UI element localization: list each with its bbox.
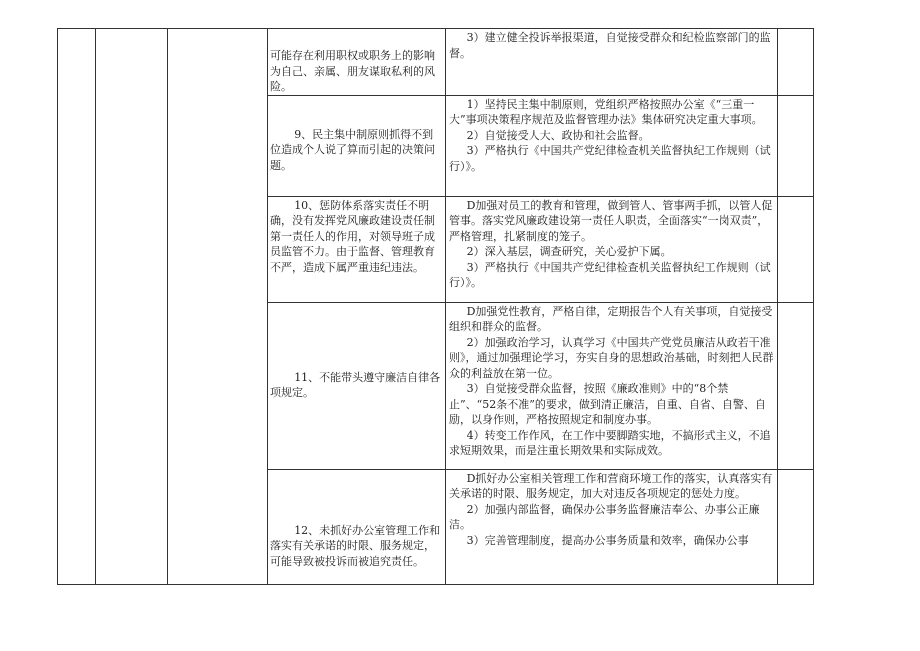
- risk-point-text: 可能存在利用职权或职务上的影响为自己、亲属、朋友谋取私利的风险。: [270, 49, 435, 93]
- measure-item: D加强党性教育，严格自律，定期报告个人有关事项，自觉接受组织和群众的监督。: [449, 304, 773, 333]
- risk-point-cell: [268, 95, 446, 196]
- measure-item: D加强对员工的教育和管理，做到管人、管事两手抓，以管人促管事。落实党风廉政建设第一责任人职责，全面落实“一岗双责”，严格管理，扎紧制度的笼子。: [449, 198, 773, 243]
- measures-cell: [446, 95, 778, 196]
- risk-point-cell: [268, 196, 446, 302]
- table-row: [58, 29, 814, 96]
- blank-cell-1: [58, 29, 96, 585]
- measure-item: 2）加强政治学习，认真学习《中国共产党党员廉洁从政若干准则》，通过加强理论学习，夯实自身的思想政治基础，时刻把人民群众的利益放在第一位。: [449, 335, 774, 380]
- measure-item: 1）坚持民主集中制原则，党组织严格按照办公室《“三重一大”事项决策程序规范及监督管理办法》集体研究决定重大事项。: [449, 97, 763, 126]
- measure-item: 3）自觉接受群众监督，按照《廉政准则》中的“8个禁止”、“52条不准”的要求，做到清正廉洁，自重、自省、自警、自励，以身作则，严格按照规定和制度办事。: [449, 382, 766, 426]
- remark-cell: [778, 302, 814, 469]
- risk-point-text: 9、民主集中制原则抓得不到位造成个人说了算而引起的决策问题。: [270, 127, 435, 172]
- risk-point-text: 10、惩防体系落实责任不明确，没有发挥党风廉政建设责任制第一责任人的作用，对领导班子成员监管不力。由于监督、管理教育不严，造成下属严重违纪违法。: [270, 198, 435, 274]
- risk-control-table: [57, 28, 814, 585]
- remark-cell: [778, 196, 814, 302]
- remark-cell: [778, 95, 814, 196]
- measures-cell: [446, 302, 778, 469]
- measure-item: 3）严格执行《中国共产党纪律检查机关监督执纪工作规则（试行）》。: [449, 260, 771, 289]
- blank-cell-2: [96, 29, 168, 585]
- measure-item: 2）深入基层，调查研究，关心爱护下属。: [466, 245, 672, 258]
- measure-item: 4）转变工作作风，在工作中要脚踏实地，不搞形式主义，不追求短期效果，而是注重长期效果和实际成效。: [449, 428, 771, 457]
- risk-point-text: 11、不能带头遵守廉洁自律各项规定。: [270, 370, 441, 399]
- measure-item: 3）严格执行《中国共产党纪律检查机关监督执纪工作规则（试行）》。: [449, 144, 771, 173]
- risk-point-cell: [268, 469, 446, 584]
- risk-point-text: 12、未抓好办公室管理工作和落实有关承诺的时限、服务规定，可能导致被投诉而被追究责任。: [270, 523, 441, 568]
- measures-cell: [446, 29, 778, 96]
- measure-item: 3）建立健全投诉举报渠道，自觉接受群众和纪检监察部门的监督。: [449, 31, 771, 60]
- measures-cell: [446, 469, 778, 584]
- measures-cell: [446, 196, 778, 302]
- blank-cell-3: [168, 29, 268, 585]
- remark-cell: [778, 469, 814, 584]
- risk-point-cell: [268, 302, 446, 469]
- measure-item: 2）自觉接受人大、政协和社会监督。: [466, 128, 650, 142]
- measure-item: 2）加强内部监督，确保办公事务监督廉洁奉公、办事公正廉洁。: [449, 502, 760, 531]
- measure-item: D抓好办公室相关管理工作和营商环境工作的落实，认真落实有关承诺的时限、服务规定，加大对违反各项规定的惩处力度。: [449, 471, 773, 500]
- risk-point-cell: [268, 29, 446, 96]
- measure-item: 3）完善管理制度，提高办公事务质量和效率，确保办公事: [466, 533, 749, 547]
- remark-cell: [778, 29, 814, 96]
